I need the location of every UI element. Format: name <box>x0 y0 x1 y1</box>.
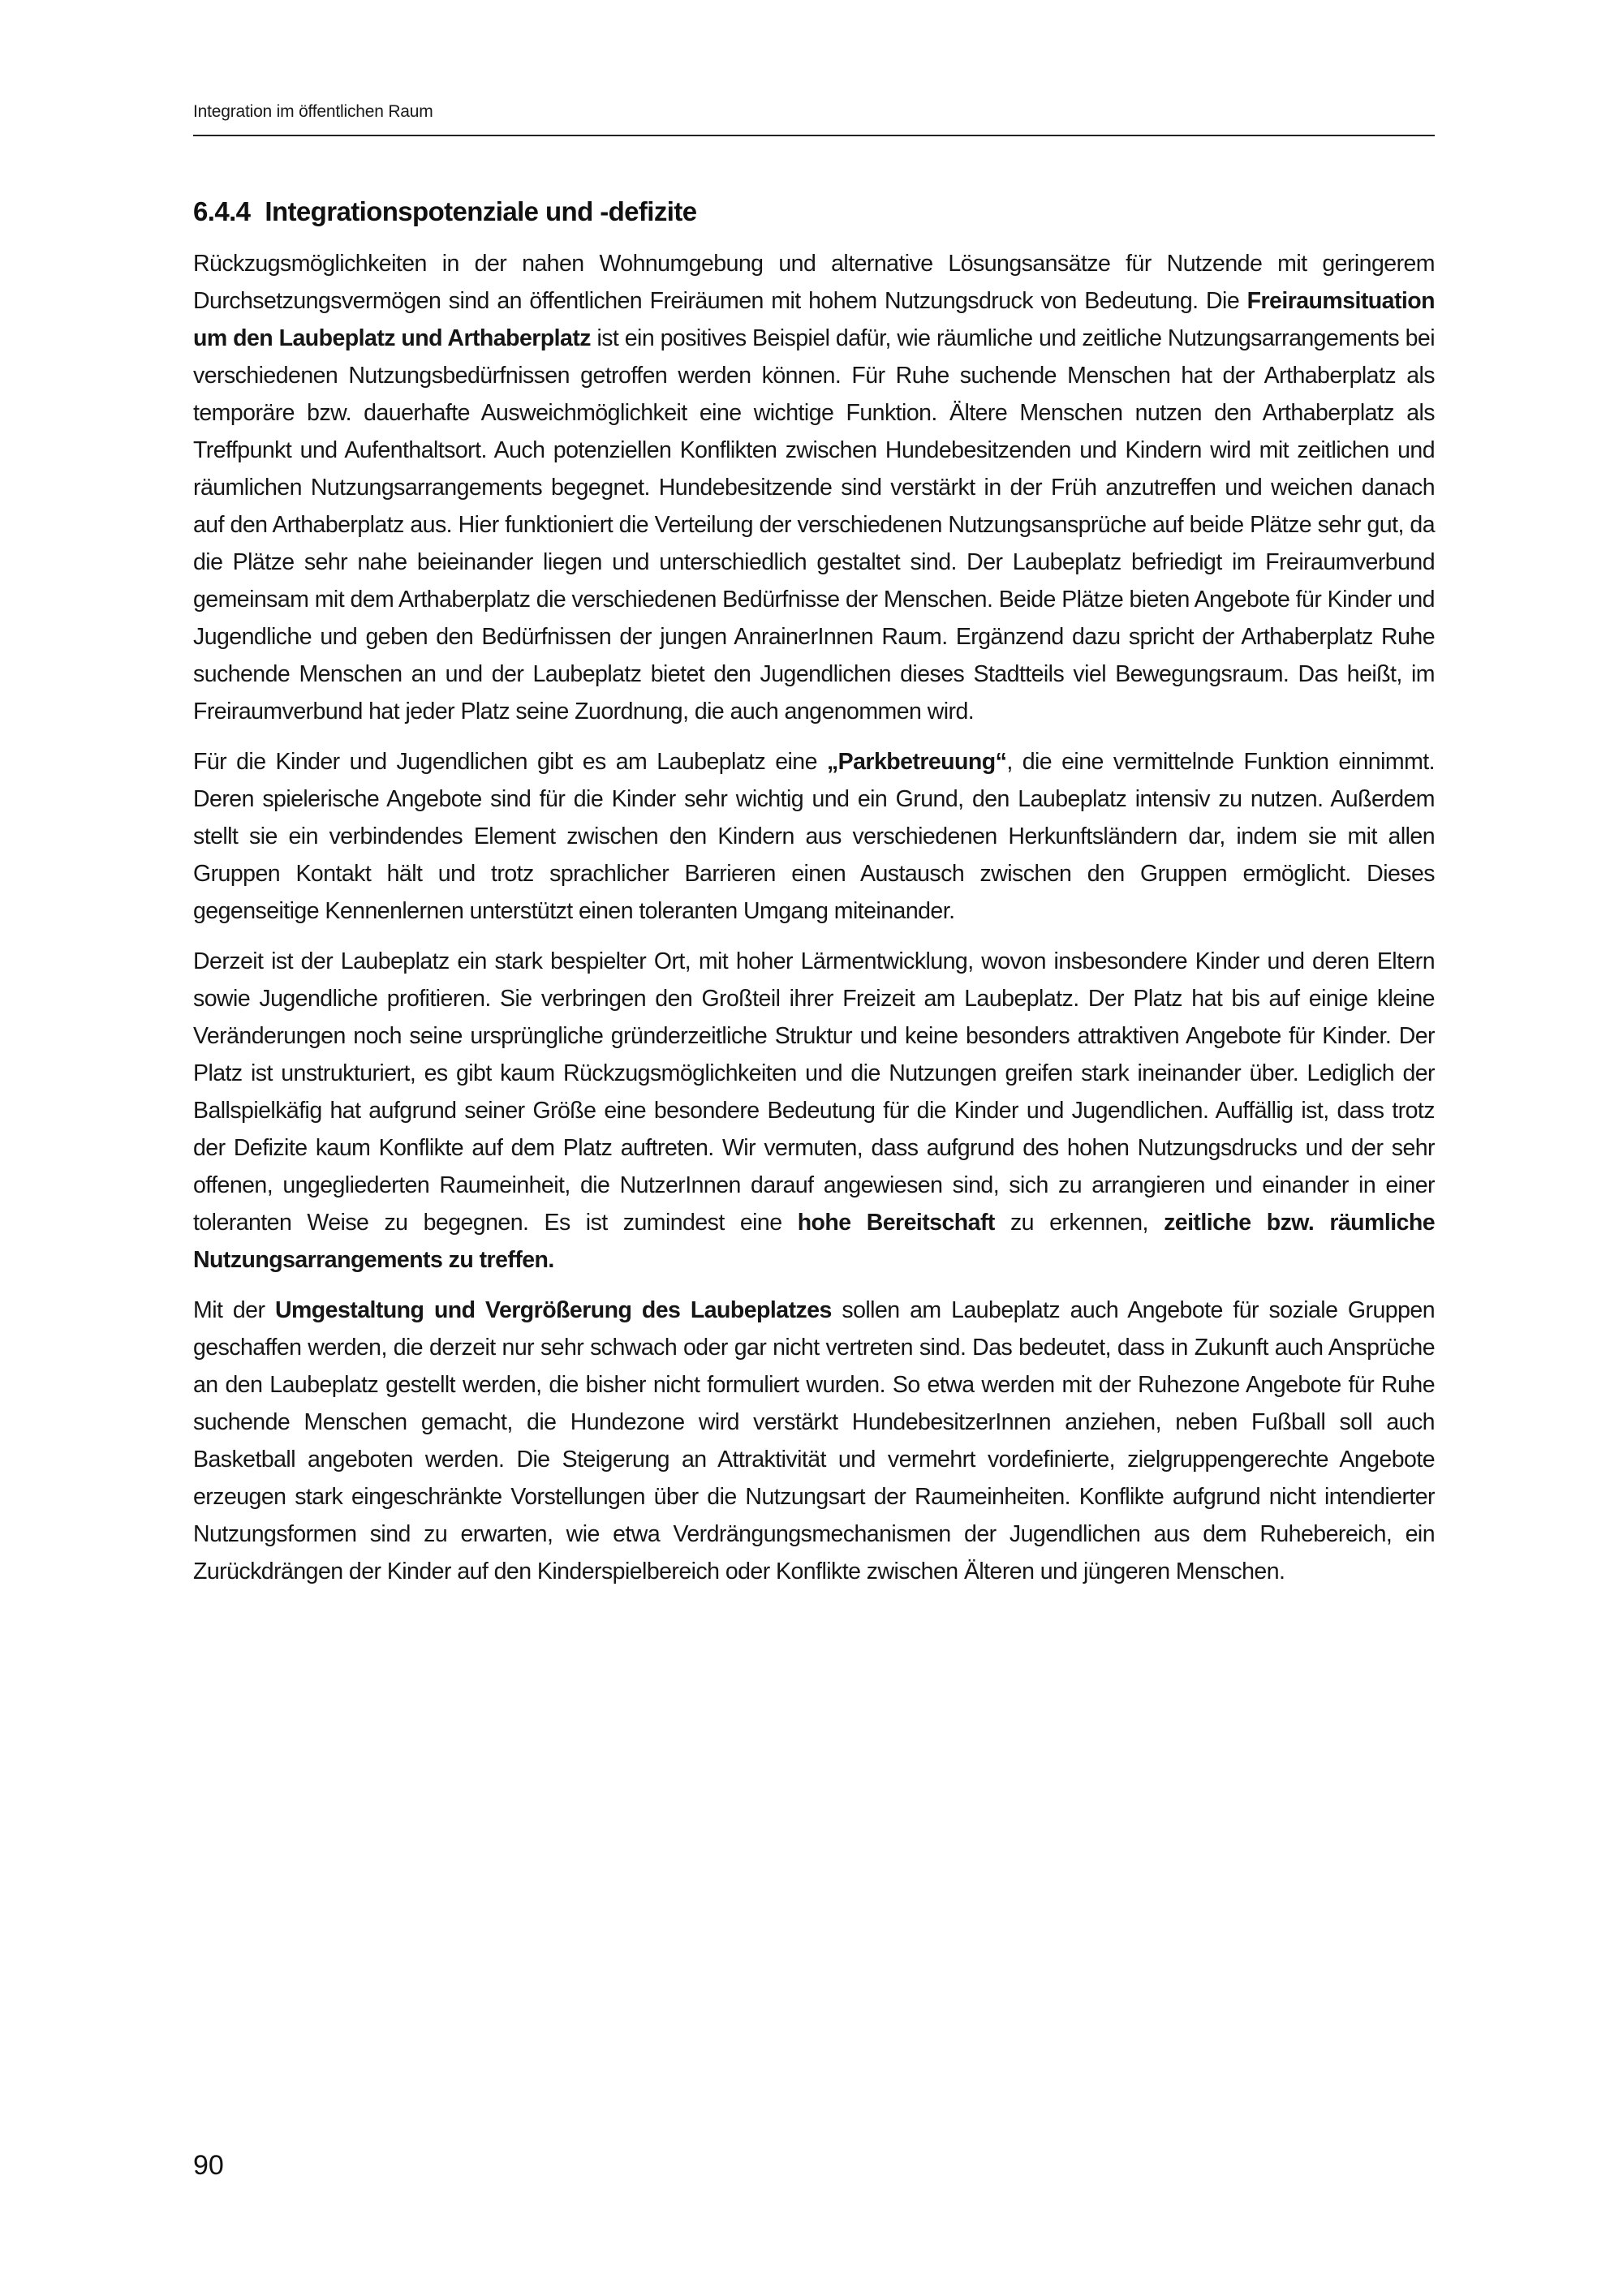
section-title: Integrationspotenziale und -defizite <box>265 196 697 226</box>
body-text <box>193 245 1435 1603</box>
section-heading <box>193 196 1435 227</box>
paragraph <box>193 245 1435 730</box>
paragraph <box>193 1292 1435 1590</box>
text-run: Für die Kinder und Jugendlichen gibt es am Laubeplatz eine <box>193 749 827 775</box>
text-run: Derzeit ist der Laubeplatz ein stark bespielter Ort, mit hoher Lärmentwicklung, wovon insbesondere Kinder und deren Eltern sowie Jugendliche profitieren. Sie verbringen den Großteil ihrer Freizeit am Laubeplatz. Der Platz hat bis auf einige kleine Veränderungen noch seine ursprüngliche gründerzeitliche Struktur und keine besonders attraktiven Angebote für Kinder. Der Platz ist unstrukturiert, es gibt kaum Rückzugsmöglichkeiten und die Nutzungen greifen stark ineinander über. Lediglich der Ballspielkäfig hat aufgrund seiner Größe eine besondere Bedeutung für die Kinder und Jugendlichen. Auffällig ist, dass trotz der Defizite kaum Konflikte auf dem Platz auftreten. Wir vermuten, dass aufgrund des hohen Nutzungsdrucks und der sehr offenen, ungegliederten Raumeinheit, die NutzerInnen darauf angewiesen sind, sich zu arrangieren und einander in einer toleranten Weise zu begegnen. Es ist zumindest eine <box>193 948 1435 1236</box>
bold-text: zeitliche bzw. räumliche Nutzungsarrangements zu treffen. <box>193 1210 1436 1273</box>
text-run: Rückzugsmöglichkeiten in der nahen Wohnumgebung und alternative Lösungsansätze für Nutzende mit geringerem Durchsetzungsvermögen sind an öffentlichen Freiräumen mit hohem Nutzungsdruck von Bedeutung. Die <box>193 251 1435 314</box>
header-rule <box>193 135 1435 136</box>
bold-text: hohe Bereitschaft <box>797 1210 995 1236</box>
page-number: 90 <box>193 2150 224 2181</box>
text-run: ist ein positives Beispiel dafür, wie räumliche und zeitliche Nutzungsarrangements bei verschiedenen Nutzungsbedürfnissen getroffen werden können. Für Ruhe suchende Menschen hat der Arthaberplatz als temporäre bzw. dauerhafte Ausweichmöglichkeit eine wichtige Funktion. Ältere Menschen nutzen den Arthaberplatz als Treffpunkt und Aufenthaltsort. Auch potenziellen Konflikten zwischen Hundebesitzenden und Kindern wird mit zeitlichen und räumlichen Nutzungsarrangements begegnet. Hundebesitzende sind verstärkt in der Früh anzutreffen und weichen danach auf den Arthaberplatz aus. Hier funktioniert die Verteilung der verschiedenen Nutzungsansprüche auf beide Plätze sehr gut, da die Plätze sehr nahe beieinander liegen und unterschiedlich gestaltet sind. Der Laubeplatz befriedigt im Freiraumverbund gemeinsam mit dem Arthaberplatz die verschiedenen Bedürfnisse der Menschen. Beide Plätze bieten Angebote für Kinder und Jugendliche und geben den Bedürfnissen der jungen AnrainerInnen Raum. Ergänzend dazu spricht der Arthaberplatz Ruhe suchende Menschen an und der Laubeplatz bietet den Jugendlichen dieses Stadtteils viel Bewegungsraum. Das heißt, im Freiraumverbund hat jeder Platz seine Zuordnung, die auch angenommen wird. <box>193 325 1435 724</box>
section-number: 6.4.4 <box>193 196 251 226</box>
paragraph <box>193 743 1435 930</box>
text-run: sollen am Laubeplatz auch Angebote für soziale Gruppen geschaffen werden, die derzeit nur sehr schwach oder gar nicht vertreten sind. Das bedeutet, dass in Zukunft auch Ansprüche an den Laubeplatz gestellt werden, die bisher nicht formuliert wurden. So etwa werden mit der Ruhezone Angebote für Ruhe suchende Menschen gemacht, die Hundezone wird verstärkt HundebesitzerInnen anziehen, neben Fußball soll auch Basketball angeboten werden. Die Steigerung an Attraktivität und vermehrt vordefinierte, zielgruppengerechte Angebote erzeugen stark eingeschränkte Vorstellungen über die Nutzungsart der Raumeinheiten. Konflikte aufgrund nicht intendierter Nutzungsformen sind zu erwarten, wie etwa Verdrängungsmechanismen der Jugendlichen aus dem Ruhebereich, ein Zurückdrängen der Kinder auf den Kinderspielbereich oder Konflikte zwischen Älteren und jüngeren Menschen. <box>193 1297 1435 1584</box>
bold-text: Umgestaltung und Vergrößerung des Laubeplatzes <box>274 1297 832 1323</box>
text-run: zu erkennen, <box>994 1210 1165 1236</box>
text-run: , die eine vermittelnde Funktion einnimmt. Deren spielerische Angebote sind für die Kinder sehr wichtig und ein Grund, den Laubeplatz intensiv zu nutzen. Außerdem stellt sie ein verbindendes Element zwischen den Kindern aus verschiedenen Herkunftsländern dar, indem sie mit allen Gruppen Kontakt hält und trotz sprachlicher Barrieren einen Austausch zwischen den Gruppen ermöglicht. Dieses gegenseitige Kennenlernen unterstützt einen toleranten Umgang miteinander. <box>193 749 1435 924</box>
paragraph <box>193 943 1435 1279</box>
bold-text: Freiraumsituation um den Laubeplatz und Arthaberplatz <box>193 288 1435 351</box>
bold-text: „Parkbetreuung“ <box>826 749 1007 775</box>
running-header: Integration im öffentlichen Raum <box>193 102 433 121</box>
text-run: Mit der <box>193 1297 275 1323</box>
